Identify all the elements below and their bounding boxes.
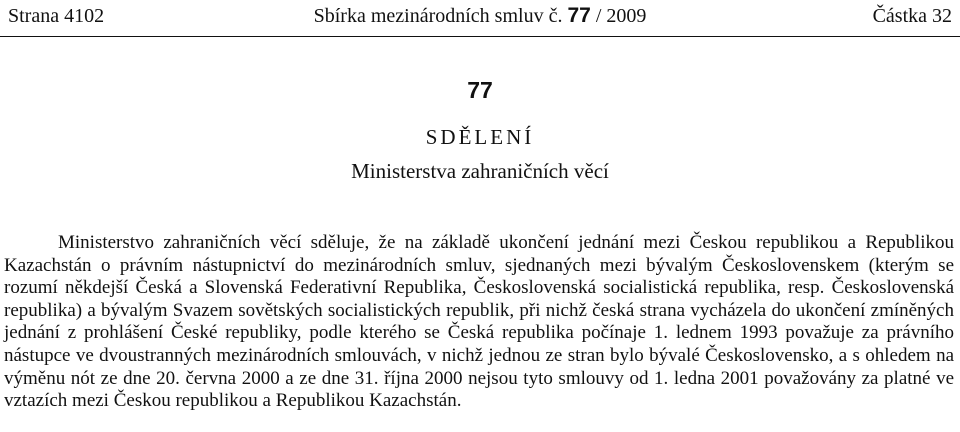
part-number: Částka 32 bbox=[872, 5, 952, 27]
document-type: SDĚLENÍ bbox=[425, 125, 535, 149]
collection-year: / 2009 bbox=[595, 5, 647, 27]
document-number: 77 bbox=[467, 77, 493, 103]
page-number: Strana 4102 bbox=[8, 5, 105, 27]
collection-name: Sbírka mezinárodních smluv č. bbox=[313, 5, 563, 27]
document-body: Ministerstvo zahraničních věcí sděluje, že na základě ukončení jednání mezi Českou republikou a Republikou Kazachstán o právním nástupnictví do mezinárodních smluv, sjednaných mezi bývalým Československem (kterým se rozumí někdejší Česká a Slovenská Federativní Republika, Československá socialistická republika, resp. Československá republika) a bývalým Svazem sovětských socialistických republik, při nichž česká strana vycházela do ukončení zmíněných jednání z prohlášení České republiky, podle kterého se Česká republika počínaje 1. lednem 1993 považuje za právního nástupce ve dvoustranných mezinárodních smlouvách, v nichž jednou ze stran bylo bývalé Československo, a s ohledem na výměnu nót ze dne 20. června 2000 a ze dne 31. října 2000 nejsou tyto smlouvy od 1. ledna 2001 považovány za platné ve vztazích mezi Českou republikou a Republikou Kazachstán. bbox=[4, 232, 954, 412]
collection-number: 77 bbox=[567, 4, 591, 27]
header-divider bbox=[0, 36, 960, 37]
document-issuer: Ministerstva zahraničních věcí bbox=[351, 159, 609, 183]
page-header bbox=[8, 4, 952, 28]
collection-title bbox=[8, 4, 952, 28]
